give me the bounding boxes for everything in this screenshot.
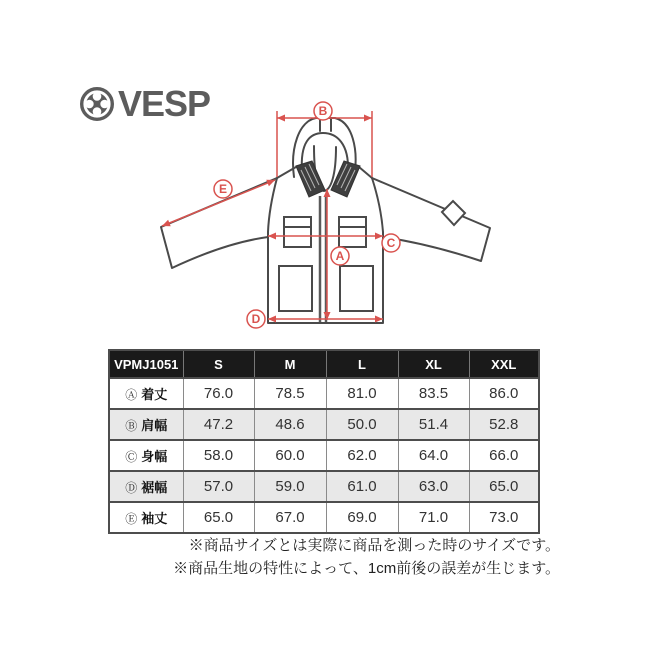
size-table	[108, 349, 540, 534]
measure-value: 66.0	[469, 440, 539, 471]
measure-row-b	[109, 409, 539, 440]
vesp-logo-icon	[79, 86, 115, 122]
measure-value: 83.5	[398, 378, 469, 409]
measure-row-c	[109, 440, 539, 471]
measure-value: 61.0	[326, 471, 398, 502]
dimension-c-label: C	[386, 236, 396, 250]
measure-row-label	[109, 471, 183, 502]
measure-row-label	[109, 378, 183, 409]
measure-value: 76.0	[183, 378, 254, 409]
measure-value: 58.0	[183, 440, 254, 471]
measure-value: 59.0	[254, 471, 326, 502]
measure-value: 64.0	[398, 440, 469, 471]
measure-label-text: 身幅	[141, 449, 168, 464]
measure-row-e	[109, 502, 539, 533]
measure-label-text: 袖丈	[141, 511, 168, 526]
measure-value: 71.0	[398, 502, 469, 533]
measure-row-label	[109, 440, 183, 471]
circled-a-marker: Ⓐ	[125, 388, 138, 402]
footnote-fabric-note: ※商品生地の特性によって、1cm前後の誤差が生じます。	[173, 560, 560, 577]
footnotes	[173, 534, 560, 580]
zipper	[320, 196, 326, 322]
measure-value: 65.0	[183, 502, 254, 533]
measure-value: 73.0	[469, 502, 539, 533]
brand-name: VESP	[118, 83, 211, 124]
measure-label-text: 肩幅	[141, 418, 168, 433]
measure-value: 47.2	[183, 409, 254, 440]
dimension-b-label: B	[318, 104, 328, 118]
measure-value: 69.0	[326, 502, 398, 533]
measure-value: 78.5	[254, 378, 326, 409]
circled-c-marker: Ⓒ	[125, 450, 138, 464]
circled-d-marker: Ⓓ	[125, 481, 138, 495]
footnote-size-note: ※商品サイズとは実際に商品を測った時のサイズです。	[188, 537, 560, 554]
measure-row-a	[109, 378, 539, 409]
measure-value: 50.0	[326, 409, 398, 440]
size-header-l: L	[326, 350, 398, 378]
measure-value: 63.0	[398, 471, 469, 502]
measure-row-label	[109, 502, 183, 533]
jacket-measurement-diagram	[145, 95, 510, 340]
circled-e-marker: Ⓔ	[125, 512, 138, 526]
size-header-m: M	[254, 350, 326, 378]
dimension-e-label: E	[218, 182, 228, 196]
size-header-xl: XL	[398, 350, 469, 378]
measure-value: 48.6	[254, 409, 326, 440]
circled-b-marker: Ⓑ	[125, 419, 138, 433]
product-code: VPMJ1051	[109, 350, 183, 378]
measure-value: 86.0	[469, 378, 539, 409]
dimension-a-label: A	[335, 249, 345, 263]
measure-value: 51.4	[398, 409, 469, 440]
size-header-xxl: XXL	[469, 350, 539, 378]
measure-value: 60.0	[254, 440, 326, 471]
measure-row-d	[109, 471, 539, 502]
size-header-s: S	[183, 350, 254, 378]
sleeve-patch	[442, 201, 465, 225]
dimension-d-label: D	[251, 312, 261, 326]
measure-value: 67.0	[254, 502, 326, 533]
measure-value: 62.0	[326, 440, 398, 471]
measure-label-text: 着丈	[141, 387, 168, 402]
measure-label-text: 裾幅	[141, 480, 168, 495]
measure-value: 81.0	[326, 378, 398, 409]
measure-value: 52.8	[469, 409, 539, 440]
measure-value: 65.0	[469, 471, 539, 502]
measure-row-label	[109, 409, 183, 440]
measure-value: 57.0	[183, 471, 254, 502]
size-table-header-row	[109, 350, 539, 378]
